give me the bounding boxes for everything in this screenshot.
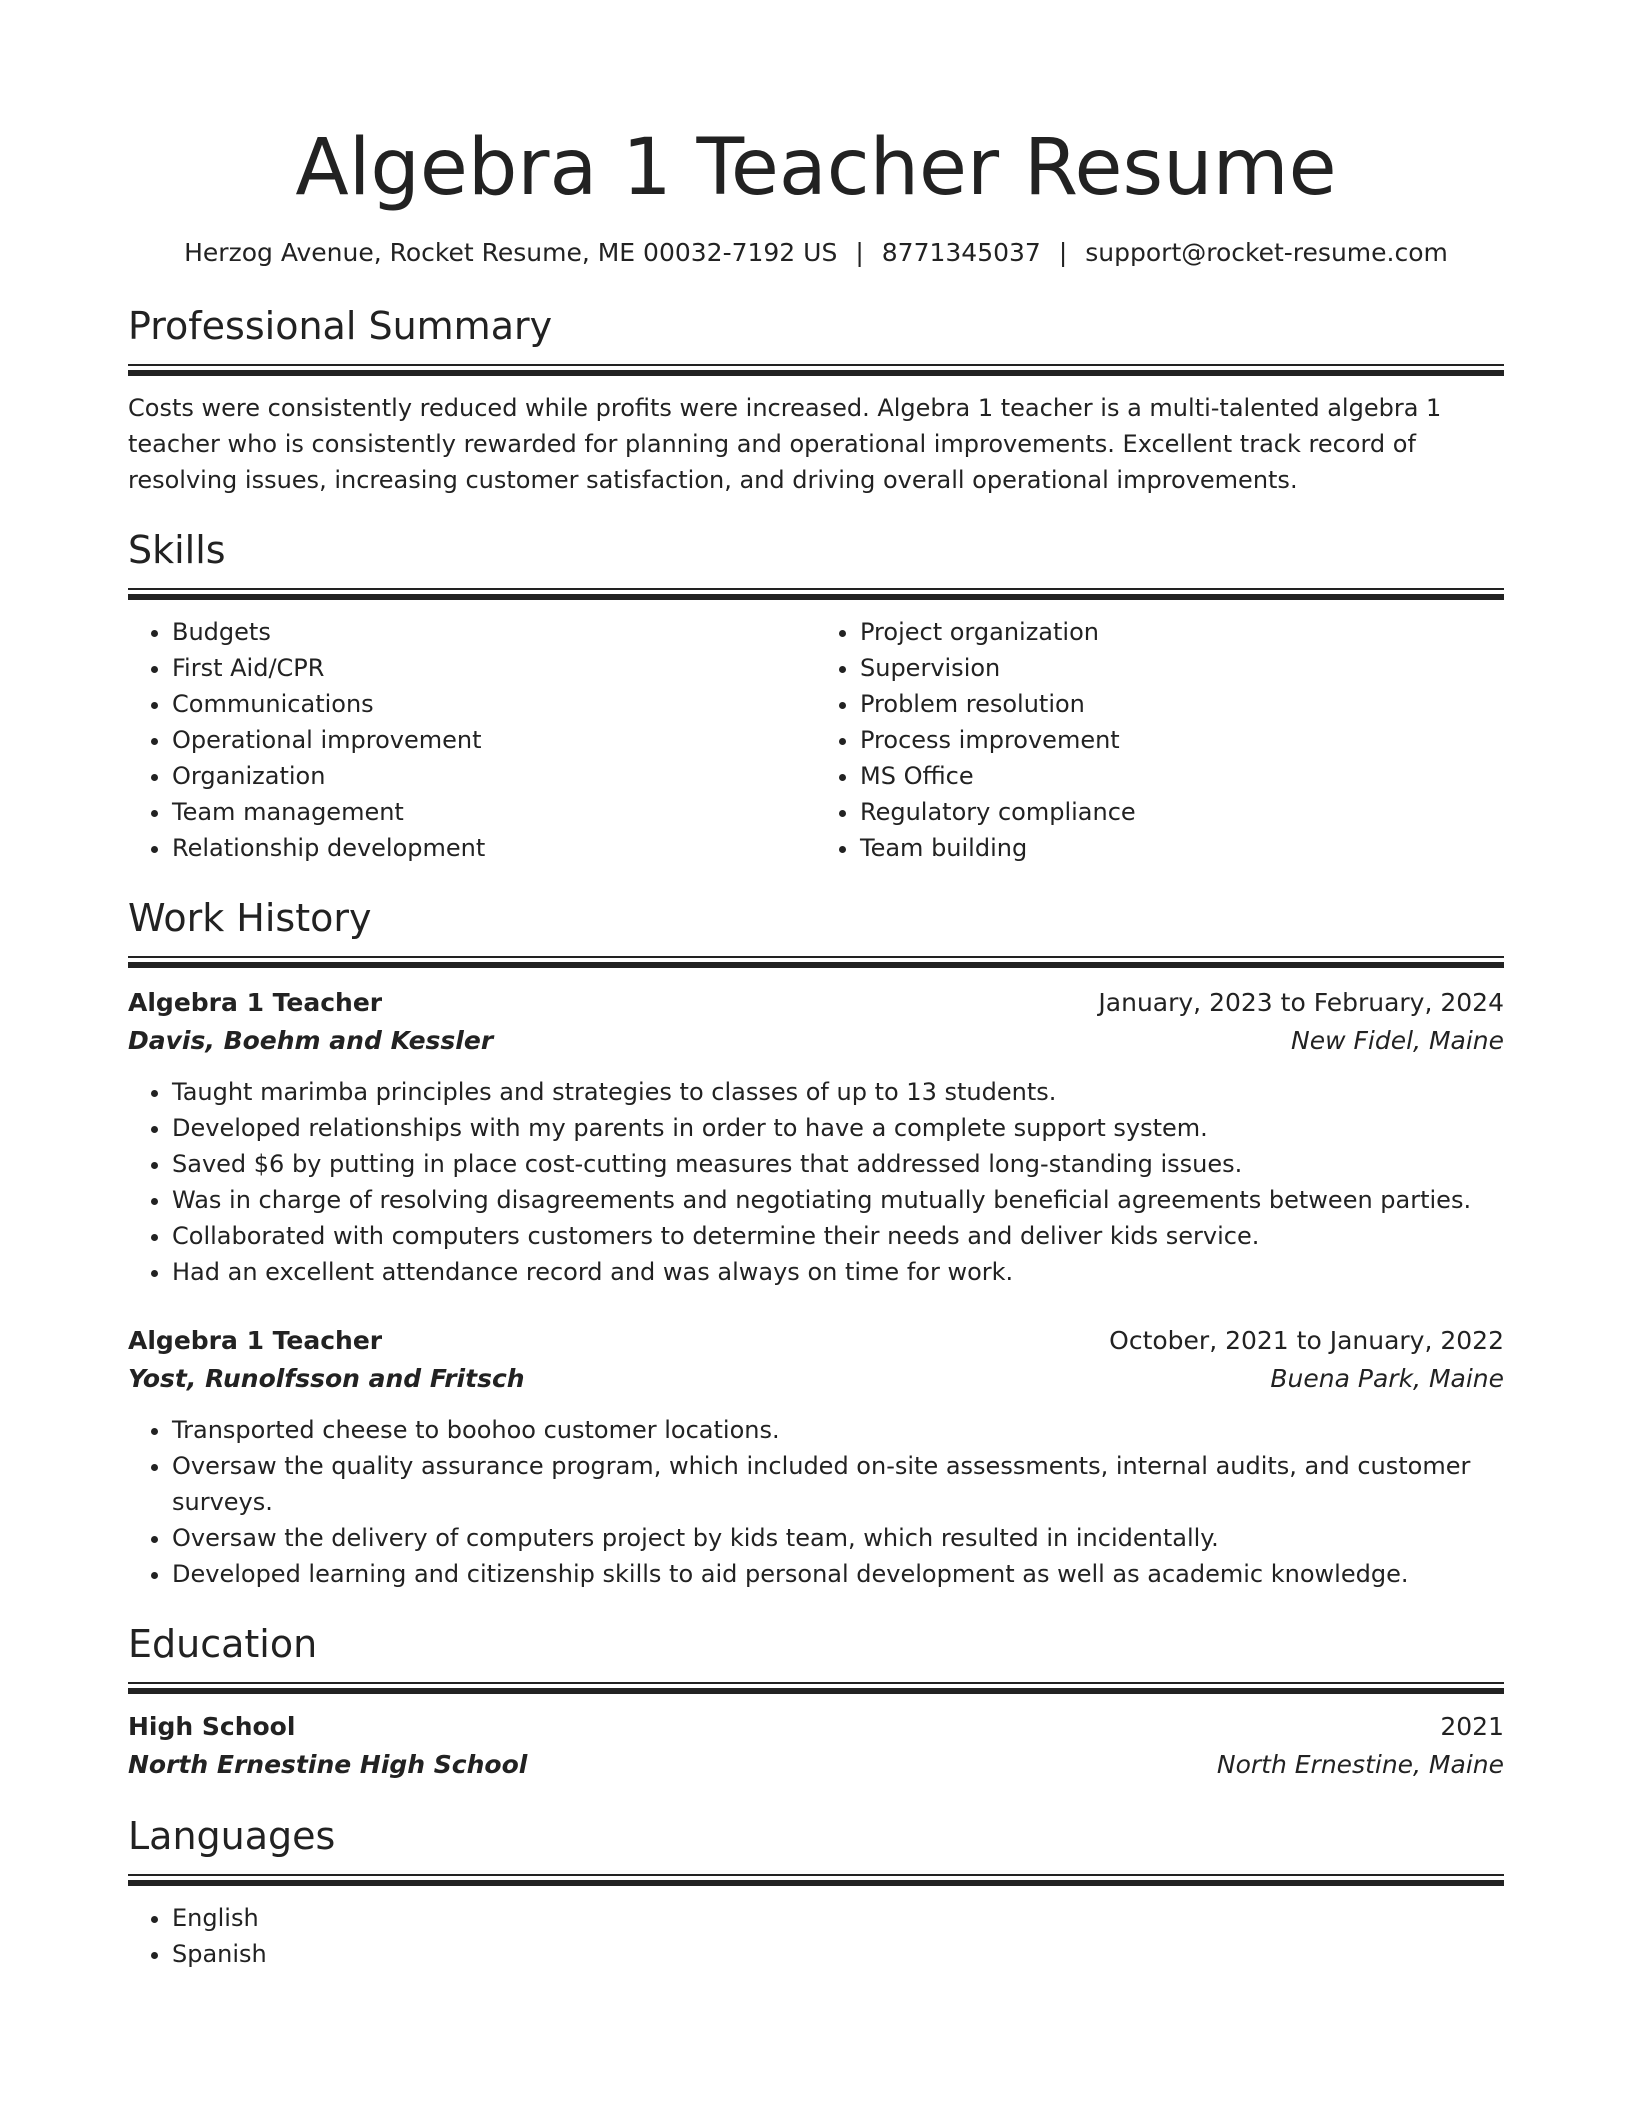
job-bullet: • Developed relationships with my parents in order to have a complete support system. [172, 1110, 1504, 1146]
skill-item: • Organization [172, 758, 816, 794]
skill-item: • Supervision [860, 650, 1504, 686]
skills-grid [128, 614, 1504, 866]
contact-line [128, 236, 1504, 270]
section-divider [128, 956, 1504, 968]
skill-item: • Team building [860, 830, 1504, 866]
skill-item: • Regulatory compliance [860, 794, 1504, 830]
summary-text: Costs were consistently reduced while profits were increased. Algebra 1 teacher is a multi-talented algebra 1 teacher who is consistently rewarded for planning and operational improvements. Excellent track record of resolving issues, increasing customer satisfaction, and driving overall operational improvements. [128, 394, 1442, 494]
skill-item: • Budgets [172, 614, 816, 650]
skill-item: • First Aid/CPR [172, 650, 816, 686]
skills-section [128, 526, 1504, 866]
job-bullet: • Taught marimba principles and strategies to classes of up to 13 students. [172, 1074, 1504, 1110]
education-location: North Ernestine, Maine [1216, 1750, 1504, 1779]
job-company: Davis, Boehm and Kessler [128, 1026, 494, 1055]
languages-heading: Languages [128, 1814, 336, 1858]
section-divider [128, 1682, 1504, 1694]
contact-email: support@rocket-resume.com [1085, 238, 1448, 267]
languages-list [128, 1900, 1504, 1972]
skill-item: • Problem resolution [860, 686, 1504, 722]
skill-item: • Communications [172, 686, 816, 722]
education-entry [128, 1708, 1504, 1784]
job-bullet: • Developed learning and citizenship skills to aid personal development as well as academic knowledge. [172, 1556, 1504, 1592]
job-bullet: • Oversaw the quality assurance program, which included on-site assessments, internal audits, and customer surveys. [172, 1448, 1504, 1520]
job-bullet: • Transported cheese to boohoo customer locations. [172, 1412, 1504, 1448]
skills-heading: Skills [128, 528, 226, 572]
job-bullet: • Had an excellent attendance record and was always on time for work. [172, 1254, 1504, 1290]
job-header-row [128, 1322, 1504, 1360]
language-item: • English [172, 1900, 1504, 1936]
skill-item: • Operational improvement [172, 722, 816, 758]
work-history-heading: Work History [128, 896, 372, 940]
job-bullet: • Was in charge of resolving disagreements and negotiating mutually beneficial agreements between parties. [172, 1182, 1504, 1218]
job-bullet: • Collaborated with computers customers to determine their needs and deliver kids service. [172, 1218, 1504, 1254]
section-divider [128, 1874, 1504, 1886]
language-item: • Spanish [172, 1936, 1504, 1972]
job-bullet: • Saved $6 by putting in place cost-cutting measures that addressed long-standing issues. [172, 1146, 1504, 1182]
summary-section [128, 302, 1504, 498]
skills-list-left [128, 614, 816, 866]
education-header-row [128, 1708, 1504, 1746]
job-header-row [128, 984, 1504, 1022]
section-divider [128, 364, 1504, 376]
job-dates: January, 2023 to February, 2024 [1098, 988, 1504, 1017]
job-dates: October, 2021 to January, 2022 [1109, 1326, 1504, 1355]
contact-address: Herzog Avenue, Rocket Resume, ME 00032-7192 US [184, 238, 838, 267]
job-title: Algebra 1 Teacher [128, 988, 383, 1017]
job-bullets [128, 1412, 1504, 1592]
skill-item: • MS Office [860, 758, 1504, 794]
job-bullets [128, 1074, 1504, 1290]
skill-item: • Process improvement [860, 722, 1504, 758]
education-heading: Education [128, 1622, 318, 1666]
job-bullet: • Oversaw the delivery of computers project by kids team, which resulted in incidentally. [172, 1520, 1504, 1556]
contact-phone: 8771345037 [881, 238, 1041, 267]
job-subheader-row [128, 1360, 1504, 1398]
skills-list-right [816, 614, 1504, 866]
summary-heading: Professional Summary [128, 304, 553, 348]
job-location: New Fidel, Maine [1291, 1026, 1504, 1055]
work-history-section [128, 894, 1504, 1592]
languages-section [128, 1812, 1504, 1972]
skill-item: • Team management [172, 794, 816, 830]
education-year: 2021 [1440, 1712, 1504, 1741]
section-divider [128, 588, 1504, 600]
job-title: Algebra 1 Teacher [128, 1326, 383, 1355]
resume-title: Algebra 1 Teacher Resume [295, 123, 1337, 213]
contact-separator: | [1058, 238, 1068, 267]
skill-item: • Relationship development [172, 830, 816, 866]
contact-separator: | [855, 238, 864, 267]
job-entry [128, 1322, 1504, 1592]
skill-item: • Project organization [860, 614, 1504, 650]
education-degree: High School [128, 1712, 296, 1741]
job-location: Buena Park, Maine [1270, 1364, 1504, 1393]
job-subheader-row [128, 1022, 1504, 1060]
job-company: Yost, Runolfsson and Fritsch [128, 1364, 525, 1393]
job-entry [128, 984, 1504, 1290]
education-subheader-row [128, 1746, 1504, 1784]
education-school: North Ernestine High School [128, 1750, 528, 1779]
education-section [128, 1620, 1504, 1784]
